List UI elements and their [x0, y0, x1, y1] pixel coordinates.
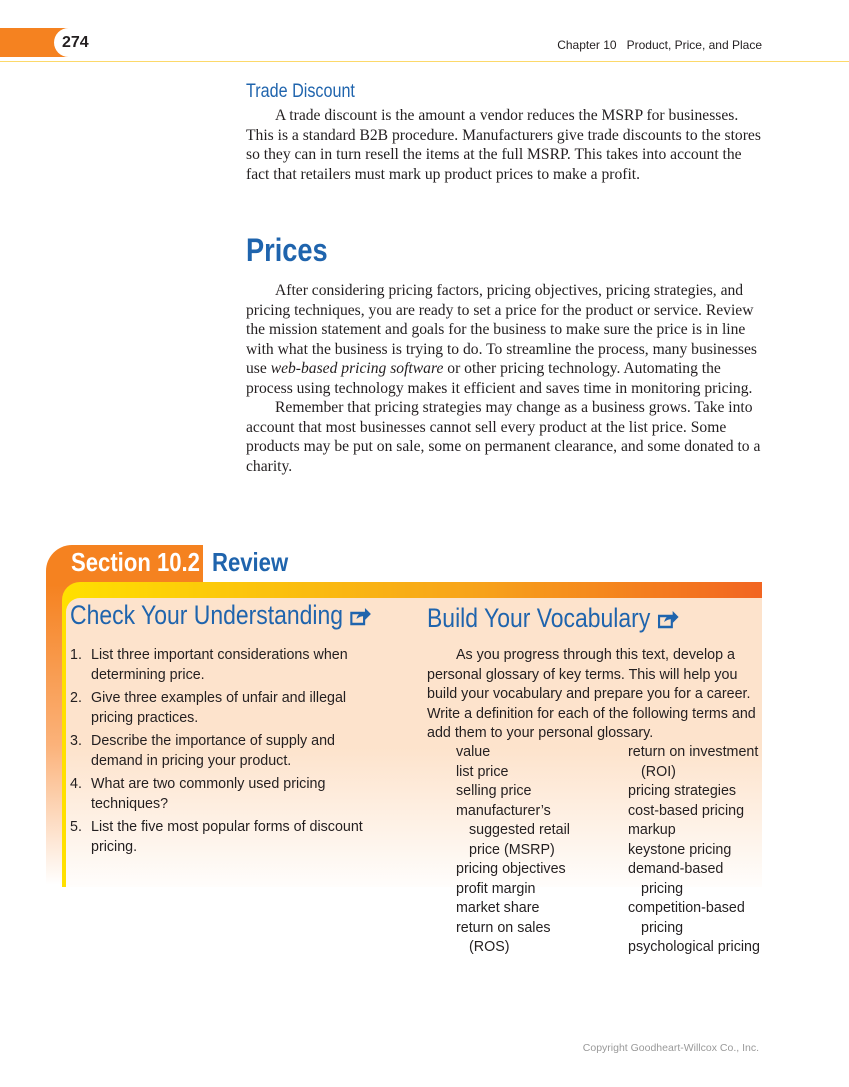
vocabulary-term: manufacturer’s suggested retail price (MSRP) [456, 802, 570, 858]
vocabulary-term: markup [628, 822, 676, 838]
trade-discount-body [246, 106, 766, 184]
paragraph: Remember that pricing strategies may change as a business grows. Take into account that most businesses cannot sell every product at the list price. Some products may be put on sale, some on permanent clearance, and some donated to a charity. [246, 399, 761, 475]
question-item [70, 775, 390, 814]
vocabulary-term: keystone pricing [628, 841, 732, 858]
vocabulary-term: return on sales (ROS) [456, 919, 551, 955]
vocabulary-term: cost-based pricing [628, 802, 745, 819]
vocabulary-term: list price [456, 763, 509, 780]
copyright: Copyright Goodheart-Willcox Co., Inc. [582, 1042, 759, 1054]
vocabulary-term: psychological pricing [628, 939, 760, 955]
question-text: List the five most popular forms of discount pricing. [91, 819, 363, 855]
heading-text: Check Your Understanding [70, 600, 344, 630]
vocabulary-term: competition-based pricing [628, 900, 745, 936]
text: After considering pricing factors, pricing objectives, pricing strategies, and pricing techniques, you are ready to set a price for the product or service. Review the mission statement and goals for the business to make sure the price is in line with what the business is trying to do. To streamline the process, many businesses use [246, 282, 757, 377]
vocabulary-term: value [456, 744, 491, 760]
question-text: Give three examples of unfair and illegal pricing practices. [91, 690, 347, 726]
external-link-icon[interactable] [657, 605, 679, 636]
question-item [70, 646, 390, 685]
header-divider [0, 61, 849, 62]
key-term: web-based pricing software [270, 360, 444, 377]
question-number: 4. [70, 776, 82, 792]
question-text: List three important considerations when determining price. [91, 647, 348, 683]
vocabulary-term: market share [456, 900, 540, 916]
prices-heading: Prices [246, 232, 328, 268]
question-number: 2. [70, 690, 82, 706]
prices-body [246, 281, 766, 476]
review-label: Review [212, 547, 289, 577]
vocabulary-term: pricing strategies [628, 783, 737, 799]
question-text: Describe the importance of supply and demand in pricing your product. [91, 733, 335, 769]
paragraph [246, 281, 766, 398]
text: or other pricing technology. Automating the process using technology makes it efficient and saves time in monitoring pricing. [246, 360, 753, 397]
question-item [70, 732, 390, 771]
vocabulary-term: return on investment (ROI) [628, 744, 759, 780]
question-item [70, 689, 390, 728]
vocabulary-column-2 [628, 743, 763, 958]
build-vocabulary-heading [427, 603, 679, 636]
trade-discount-heading: Trade Discount [246, 81, 355, 102]
question-text: What are two commonly used pricing techniques? [91, 776, 326, 812]
question-number: 3. [70, 733, 82, 749]
page-number: 274 [54, 28, 104, 57]
vocabulary-column-1 [456, 743, 591, 958]
question-item [70, 818, 390, 857]
vocabulary-term: selling price [456, 783, 532, 799]
question-number: 1. [70, 647, 82, 663]
paragraph: A trade discount is the amount a vendor reduces the MSRP for businesses. This is a standard B2B procedure. Manufacturers give trade discounts to the stores so they can in turn resell the items at the full MSRP. This takes into account the fact that retailers must mark up product prices to make a profit. [246, 107, 761, 183]
heading-text: Build Your Vocabulary [427, 603, 651, 633]
check-understanding-list [70, 646, 390, 861]
vocabulary-term: profit margin [456, 880, 536, 897]
chapter-title: Chapter 10 Product, Price, and Place [557, 38, 762, 52]
vocabulary-term: pricing objectives [456, 861, 566, 877]
question-number: 5. [70, 819, 82, 835]
external-link-icon[interactable] [350, 602, 372, 633]
vocabulary-intro [427, 646, 762, 744]
check-understanding-heading [70, 600, 372, 633]
section-number: Section 10.2 [71, 547, 200, 577]
paragraph: As you progress through this text, develop a personal glossary of key terms. This will help you build your vocabulary and prepare you for a career. Write a definition for each of the following terms and add them to your personal glossary. [427, 647, 756, 741]
vocabulary-term: demand-based pricing [628, 861, 724, 897]
